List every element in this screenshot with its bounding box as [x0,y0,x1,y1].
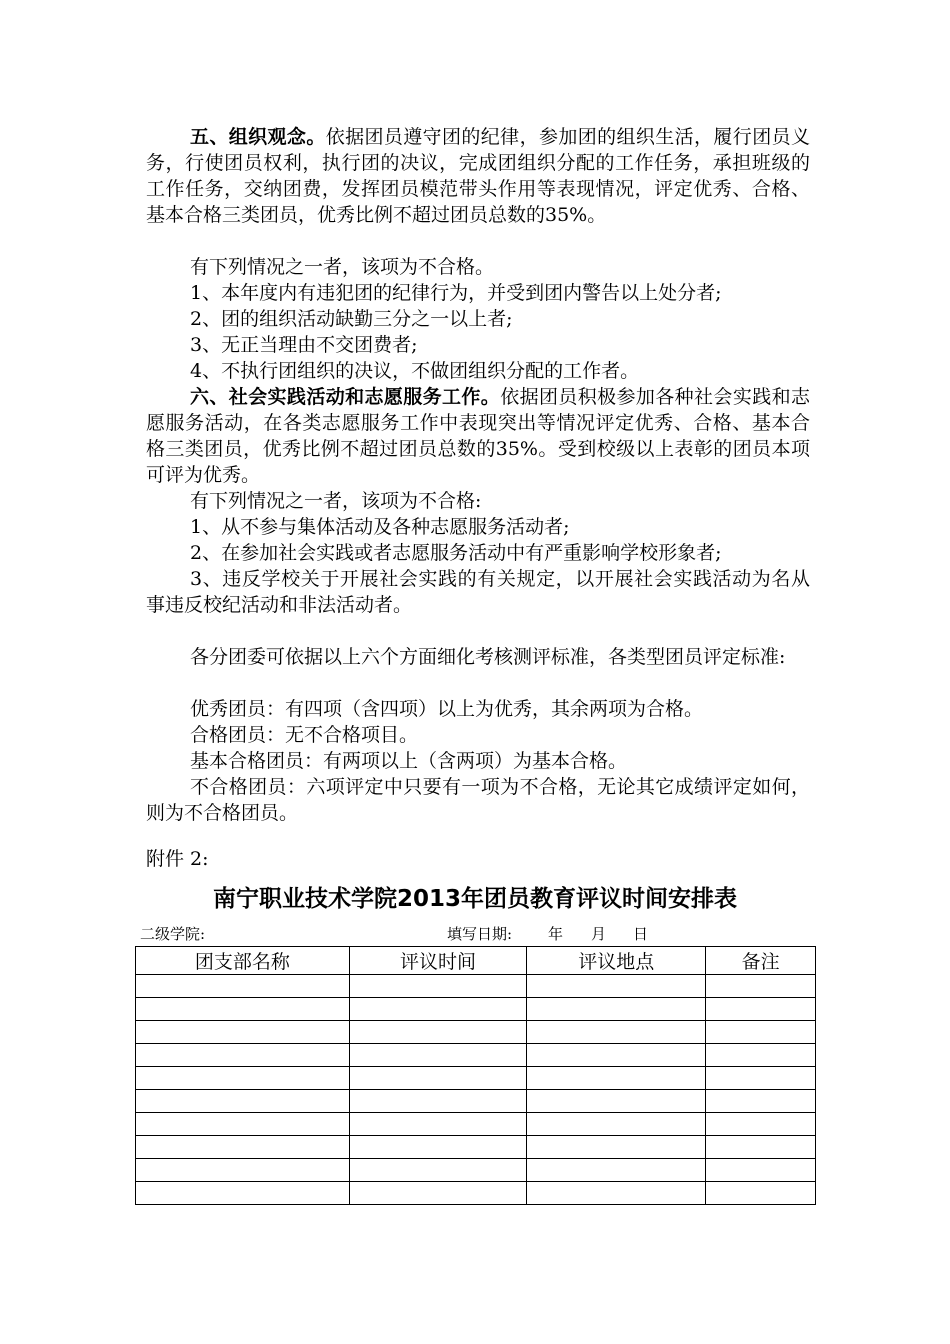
schedule-table [135,946,816,1205]
table-cell[interactable] [527,1067,706,1090]
column-review-time: 评议时间 [349,947,527,975]
table-row [136,1113,816,1136]
section6-item-1: 1、从不参与集体活动及各种志愿服务活动者; [190,516,570,538]
table-cell[interactable] [136,975,350,998]
table-cell[interactable] [136,1021,350,1044]
date-month: 月 [591,925,607,943]
table-cell[interactable] [527,1113,706,1136]
table-row [136,1021,816,1044]
table-cell[interactable] [349,1182,527,1205]
schedule-title: 南宁职业技术学院2013年团员教育评议时间安排表 [212,886,737,912]
table-cell[interactable] [349,1090,527,1113]
table-row [136,975,816,998]
table-cell[interactable] [706,1044,816,1067]
standard-qualified: 合格团员：无不合格项目。 [190,724,419,746]
section5-paragraph [146,124,810,228]
table-cell[interactable] [349,1136,527,1159]
table-cell[interactable] [527,1159,706,1182]
table-cell[interactable] [706,1113,816,1136]
table-cell[interactable] [706,1021,816,1044]
column-review-location: 评议地点 [527,947,706,975]
section6-item-3: 3、违反学校关于开展社会实践的有关规定，以开展社会实践活动为名从事违反校纪活动和非法活动者。 [146,568,810,616]
section6-item-2: 2、在参加社会实践或者志愿服务活动中有严重影响学校形象者; [190,542,722,564]
table-cell[interactable] [136,1067,350,1090]
table-cell[interactable] [349,1021,527,1044]
table-row [136,1136,816,1159]
table-cell[interactable] [136,1159,350,1182]
standard-basic: 基本合格团员：有两项以上（含两项）为基本合格。 [190,750,628,772]
table-cell[interactable] [527,975,706,998]
column-branch-name: 团支部名称 [136,947,350,975]
section5-item-1: 1、本年度内有违犯团的纪律行为，并受到团内警告以上处分者; [190,282,722,304]
table-cell[interactable] [706,998,816,1021]
table-cell[interactable] [527,1182,706,1205]
table-row [136,998,816,1021]
section6-heading: 六、社会实践活动和志愿服务工作。 [190,386,501,408]
table-header-row [136,947,816,975]
table-row [136,1090,816,1113]
table-cell[interactable] [136,1113,350,1136]
table-cell[interactable] [136,1136,350,1159]
section6-text: 依据团员积极参加各种社会实践和志愿服务活动，在各类志愿服务工作中表现突出等情况评定优秀、合格、基本合格三类团员，优秀比例不超过团员总数的35%。受到校级以上表彰的团员本项可评为优秀。 [146,386,810,486]
table-cell[interactable] [706,1090,816,1113]
section5-text: 依据团员遵守团的纪律，参加团的组织生活，履行团员义务，行使团员权利，执行团的决议，完成团组织分配的工作任务，承担班级的工作任务，交纳团费，发挥团员模范带头作用等表现情况，评定优秀、合格、基本合格三类团员，优秀比例不超过团员总数的35%。 [146,126,810,226]
section5-item-4: 4、不执行团组织的决议，不做团组织分配的工作者。 [190,360,640,382]
date-day: 日 [633,925,649,943]
table-cell[interactable] [349,1159,527,1182]
table-cell[interactable] [706,975,816,998]
column-remarks: 备注 [706,947,816,975]
table-cell[interactable] [706,1159,816,1182]
college-label: 二级学院: [140,925,206,943]
table-row [136,1182,816,1205]
table-cell[interactable] [527,1136,706,1159]
section5-fail-intro: 有下列情况之一者，该项为不合格。 [190,256,495,278]
table-cell[interactable] [527,1044,706,1067]
table-cell[interactable] [527,1021,706,1044]
table-cell[interactable] [706,1067,816,1090]
table-cell[interactable] [527,998,706,1021]
table-cell[interactable] [136,1090,350,1113]
table-cell[interactable] [349,1067,527,1090]
section6-fail-intro: 有下列情况之一者，该项为不合格: [190,490,482,512]
attachment-label: 附件 2: [146,848,209,870]
date-year: 年 [548,925,564,943]
table-row [136,1067,816,1090]
table-cell[interactable] [527,1090,706,1113]
table-cell[interactable] [706,1136,816,1159]
table-cell[interactable] [136,1044,350,1067]
standards-intro: 各分团委可依据以上六个方面细化考核测评标准，各类型团员评定标准: [190,646,786,668]
table-cell[interactable] [136,1182,350,1205]
section6-paragraph [146,384,810,488]
standard-excellent: 优秀团员：有四项（含四项）以上为优秀，其余两项为合格。 [190,698,704,720]
section5-heading: 五、组织观念。 [190,126,326,148]
table-cell[interactable] [349,1113,527,1136]
table-row [136,1044,816,1067]
table-row [136,1159,816,1182]
table-cell[interactable] [349,975,527,998]
section5-item-3: 3、无正当理由不交团费者; [190,334,418,356]
date-label: 填写日期: [447,925,513,943]
table-cell[interactable] [136,998,350,1021]
table-cell[interactable] [349,998,527,1021]
section5-item-2: 2、团的组织活动缺勤三分之一以上者; [190,308,513,330]
table-cell[interactable] [349,1044,527,1067]
standard-unqualified: 不合格团员：六项评定中只要有一项为不合格，无论其它成绩评定如何，则为不合格团员。 [146,776,810,824]
table-cell[interactable] [706,1182,816,1205]
